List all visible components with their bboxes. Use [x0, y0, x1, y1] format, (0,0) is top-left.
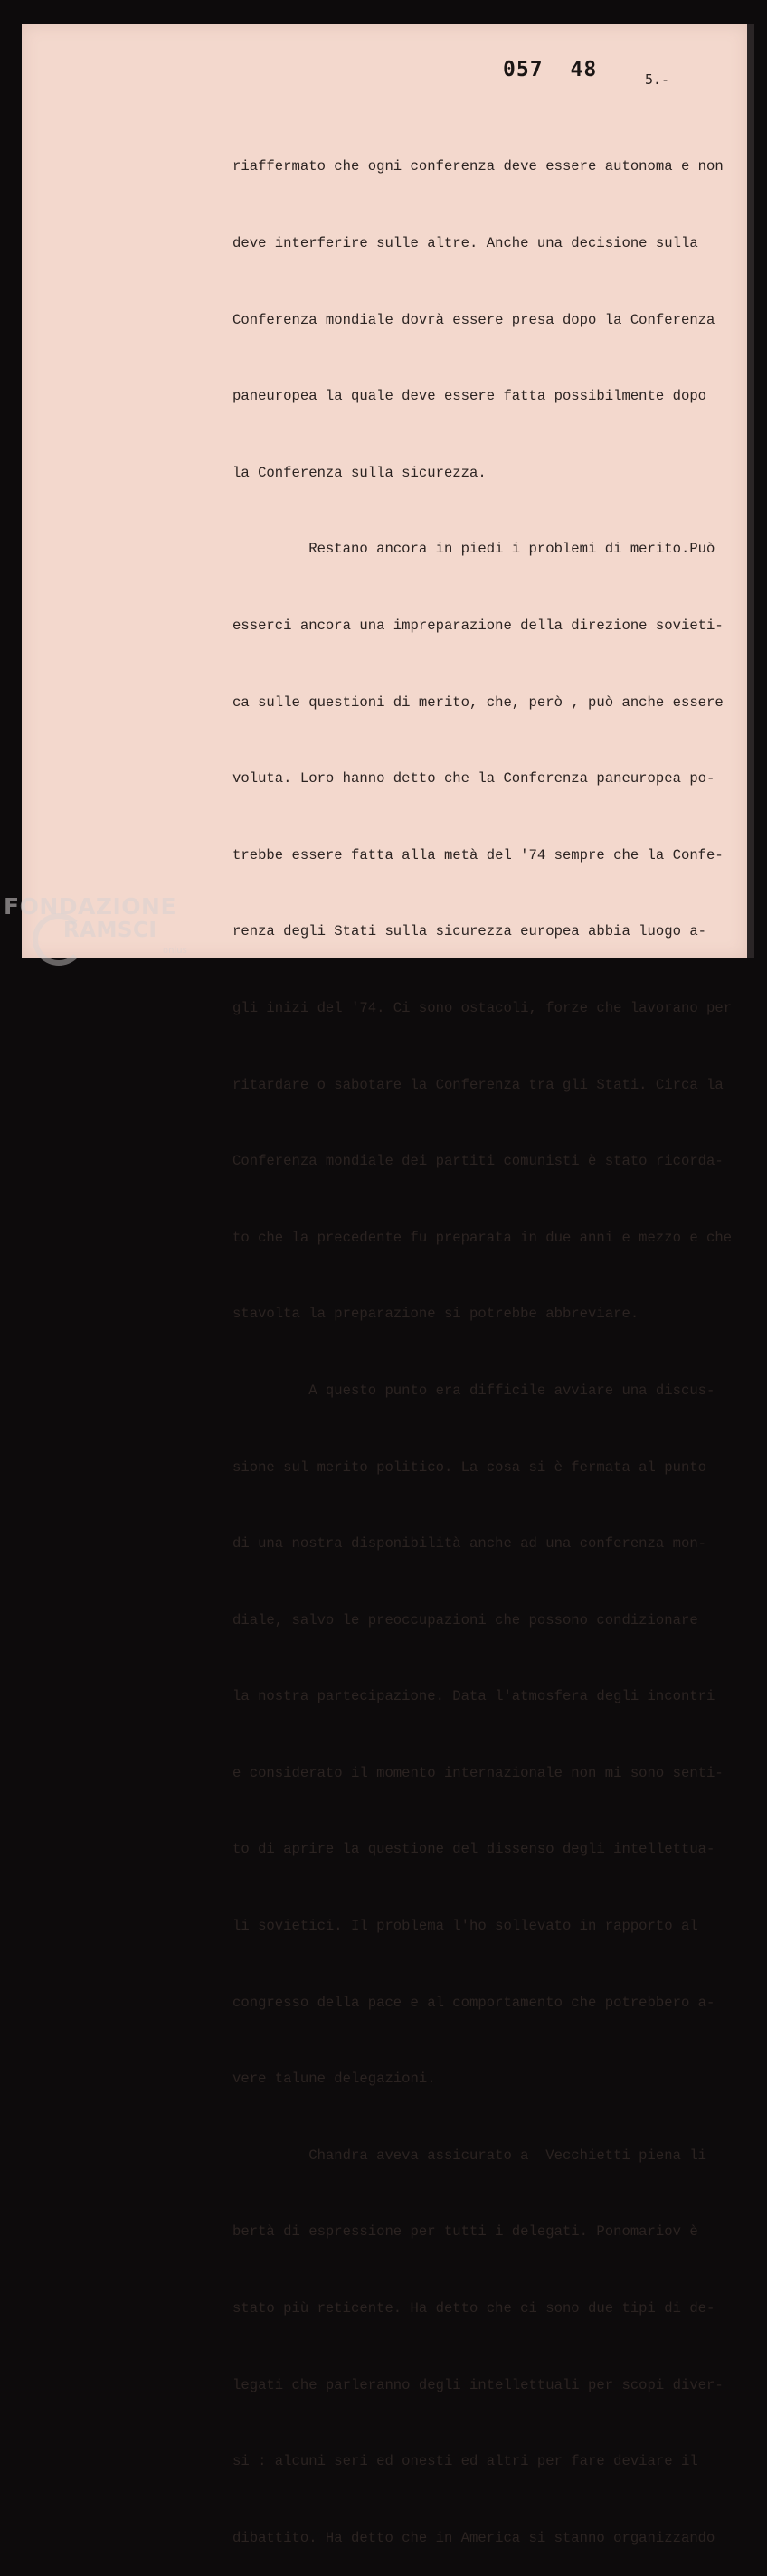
archive-number-part-1: 057: [503, 58, 544, 81]
page-number: 5.-: [645, 71, 670, 88]
text-line: Restano ancora in piedi i problemi di merito.Può: [232, 541, 715, 558]
text-line: voluta. Loro hanno detto che la Conferenza paneuropea po-: [232, 770, 715, 788]
text-line: congresso della pace e al comportamento che potrebbero a-: [232, 1994, 715, 2011]
text-line: li sovietici. Il problema l'ho sollevato in rapporto al: [232, 1918, 698, 1935]
text-line: la Conferenza sulla sicurezza.: [232, 464, 487, 481]
page-edge: [747, 24, 754, 958]
text-line: ca sulle questioni di merito, che, però , può anche essere: [232, 694, 724, 711]
text-line: to di aprire la questione del dissenso degli intellettua-: [232, 1841, 715, 1858]
text-line: riaffermato che ogni conferenza deve essere autonoma e non: [232, 158, 724, 175]
text-line: e considerato il momento internazionale non mi sono senti-: [232, 1764, 724, 1781]
text-line: stavolta la preparazione si potrebbe abbreviare.: [232, 1306, 639, 1323]
text-line: si : alcuni seri ed onesti ed altri per fare deviare il: [232, 2453, 698, 2470]
text-line: Conferenza mondiale dei partiti comunisti è stato ricorda-: [232, 1153, 724, 1170]
archive-number-part-2: 48: [570, 58, 598, 81]
archive-number: [503, 58, 597, 81]
text-line: deve interferire sulle altre. Anche una decisione sulla: [232, 235, 698, 251]
text-line: paneuropea la quale deve essere fatta possibilmente dopo: [232, 388, 707, 405]
text-line: trebbe essere fatta alla metà del '74 sempre che la Confe-: [232, 846, 724, 863]
text-line: esserci ancora una impreparazione della direzione sovieti-: [232, 617, 724, 634]
watermark-line-2: RAMSCI: [63, 919, 157, 942]
text-line: dibattito. Ha detto che in America si stanno organizzando: [232, 2529, 715, 2546]
text-line: gli inizi del '74. Ci sono ostacoli, forze che lavorano per: [232, 999, 733, 1016]
text-line: bertà di espressione per tutti i delegati. Ponomariov è: [232, 2223, 698, 2241]
text-line: la nostra partecipazione. Data l'atmosfera degli incontri: [232, 1688, 715, 1705]
watermark-line-3: onlus: [163, 946, 187, 956]
text-line: sione sul merito politico. La cosa si è fermata al punto: [232, 1458, 707, 1476]
text-line: vere talune delegazioni.: [232, 2071, 436, 2088]
text-line: diale, salvo le preoccupazioni che possono condizionare: [232, 1611, 698, 1628]
text-line: stato più reticente. Ha detto che ci sono due tipi di de-: [232, 2300, 715, 2317]
text-line: di una nostra disponibilità anche ad una conferenza mon-: [232, 1535, 707, 1552]
document-body: [232, 103, 739, 2576]
fondazione-gramsci-watermark: [4, 893, 194, 966]
text-line: Chandra aveva assicurato a Vecchietti piena li: [232, 2147, 707, 2164]
text-line: renza degli Stati sulla sicurezza europea abbia luogo a-: [232, 923, 707, 940]
text-line: A questo punto era difficile avviare una discus-: [232, 1382, 715, 1399]
text-line: Conferenza mondiale dovrà essere presa dopo la Conferenza: [232, 311, 715, 328]
watermark-line-1: FONDAZIONE: [4, 893, 177, 920]
text-line: ritardare o sabotare la Conferenza tra gli Stati. Circa la: [232, 1076, 724, 1093]
text-line: legati che parleranno degli intellettuali per scopi diver-: [232, 2376, 724, 2393]
text-line: to che la precedente fu preparata in due anni e mezzo e che: [232, 1229, 733, 1246]
